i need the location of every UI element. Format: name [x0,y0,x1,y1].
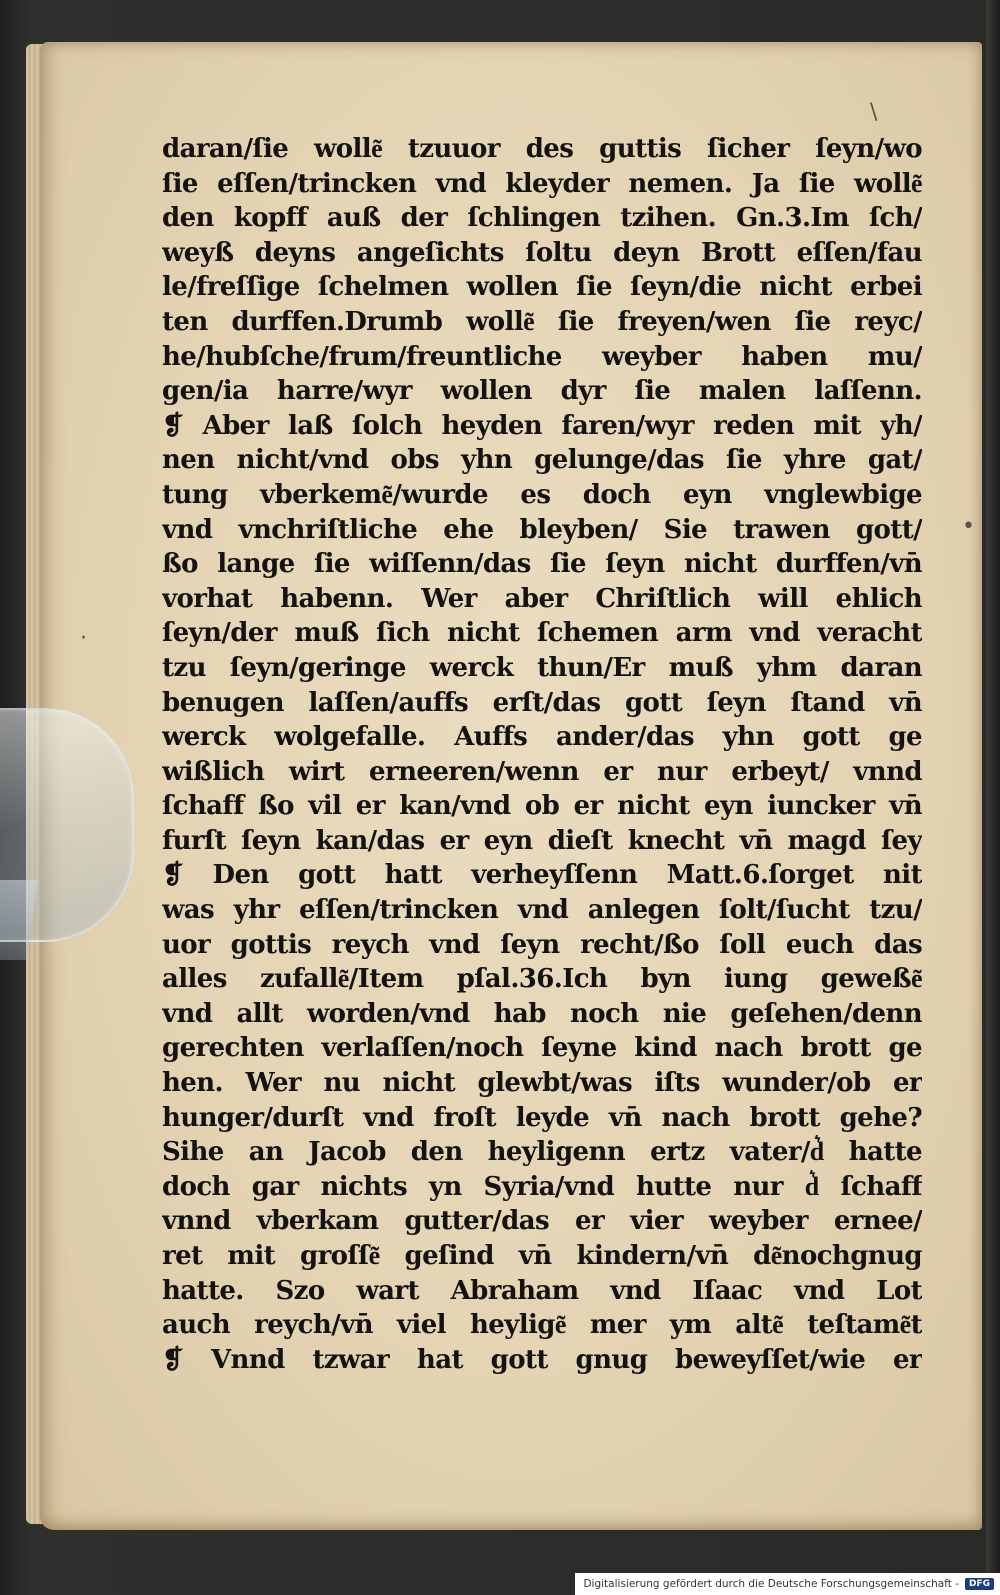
text-line: ſie eſſen/trincken vnd kleyder nemen. Ja ſie wolle͂ [162,168,922,199]
text-line: hunger/durſt vnd froſt leyde vn̄ nach brott gehe? [162,1102,922,1133]
text-line: ßo lange ſie wiſſenn/das ſie ſeyn nicht durffen/vn̄ [162,549,922,580]
text-line: le/freſſige ſchelmen wollen ſie ſeyn/die nicht erbei [162,272,922,303]
text-line: vnd vnchriſtliche ehe bleyben/ Sie trawen gott/ [162,514,922,545]
book-page [40,42,982,1530]
text-line: hatte. Szo wart Abraham vnd Iſaac vnd Lot [162,1275,922,1306]
text-line: weyß deyns angeſichts ſoltu deyn Brott eſſen/fau [162,237,922,268]
text-line: daran/ſie wolle͂ tzuuor des guttis ſicher ſeyn/wo [162,134,922,164]
text-line: furſt ſeyn kan/das er eyn dieſt knecht vn̄ magd ſey [162,825,922,856]
text-line: benugen laſſen/auffs erſt/das gott ſeyn ſtand vn̄ [162,687,922,718]
text-line: was yhr eſſen/trincken vnd anlegen ſolt/ſucht tzu/ [162,895,922,926]
text-line: gerechten verlaſſen/noch ſeyne kind nach brott ge [162,1033,922,1064]
text-line: ten durffen.Drumb wolle͂ ſie freyen/wen ſie reyc/ [162,306,922,337]
text-line: alles zufalle͂/Item pſal.36.Ich byn iung geweße͂ [162,964,922,995]
text-line: den kopff auß der ſchlingen tzihen. Gn.3.Im ſch/ [162,203,922,234]
text-line: vnd allt worden/vnd hab noch nie geſehen/denn [162,998,922,1029]
text-line: hen. Wer nu nicht glewbt/was iſts wunder/ob er [162,1068,922,1099]
text-line: ❡ Den gott hatt verheyſſenn Matt.6.ſorget nit [162,860,922,891]
text-line: vnnd vberkam gutter/das er vier weyber ernee/ [162,1206,922,1237]
text-line: Sihe an Jacob den heyligenn ertz vater/d͛ hatte [162,1137,922,1168]
text-line: doch gar nichts yn Syria/vnd hutte nur d͛ ſchaff [162,1171,922,1202]
text-line: werck wolgefalle. Auffs ander/das yhn gott ge [162,722,922,753]
stray-mark-left: · [80,626,87,651]
stray-mark-side: • [962,514,975,539]
text-line: uor gottis reych vnd ſeyn recht/ßo ſoll euch das [162,929,922,960]
text-line: tzu ſeyn/geringe werck thun/Er muß yhm daran [162,652,922,683]
scanner-border [986,0,1000,1573]
text-line: ſeyn/der muß ſich nicht ſchemen arm vnd veracht [162,618,922,649]
text-line: ret mit groſſe͂ geſind vn̄ kindern/vn̄ de͂nochgnug [162,1241,922,1271]
text-line: nen nicht/vnd obs yhn gelunge/das ſie yhre gat/ [162,445,922,476]
stray-mark-top: \ [870,100,878,125]
text-line: he/hubſche/frum/freuntliche weyber haben mu/ [162,341,922,372]
text-line: vorhat habenn. Wer aber Chriſtlich will ehlich [162,583,922,614]
dfg-logo[interactable]: DFG [965,1578,994,1590]
text-line: gen/ia harre/wyr wollen dyr ſie malen laſſenn. [162,376,922,407]
footer-credit-text: Digitalisierung gefördert durch die Deutsche Forschungsgemeinschaft - [583,1578,959,1590]
text-line: tung vberkeme͂/wurde es doch eyn vnglewbige [162,479,922,510]
footer-credit-bar [575,1573,1000,1595]
text-line: auch reych/vn̄ viel heylige͂ mer ym alte͂ teſtame͂t [162,1310,922,1341]
text-line: ❡ Vnnd tzwar hat gott gnug beweyſſet/wie er [162,1344,922,1375]
text-line: ſchaff ßo vil er kan/vnd ob er nicht eyn iuncker vn̄ [162,791,922,822]
text-line: wißlich wirt erneeren/wenn er nur erbeyt/ vnnd [162,756,922,787]
page-text-block [162,132,922,1377]
text-line: ❡ Aber laß ſolch heyden faren/wyr reden mit yh/ [162,410,922,441]
